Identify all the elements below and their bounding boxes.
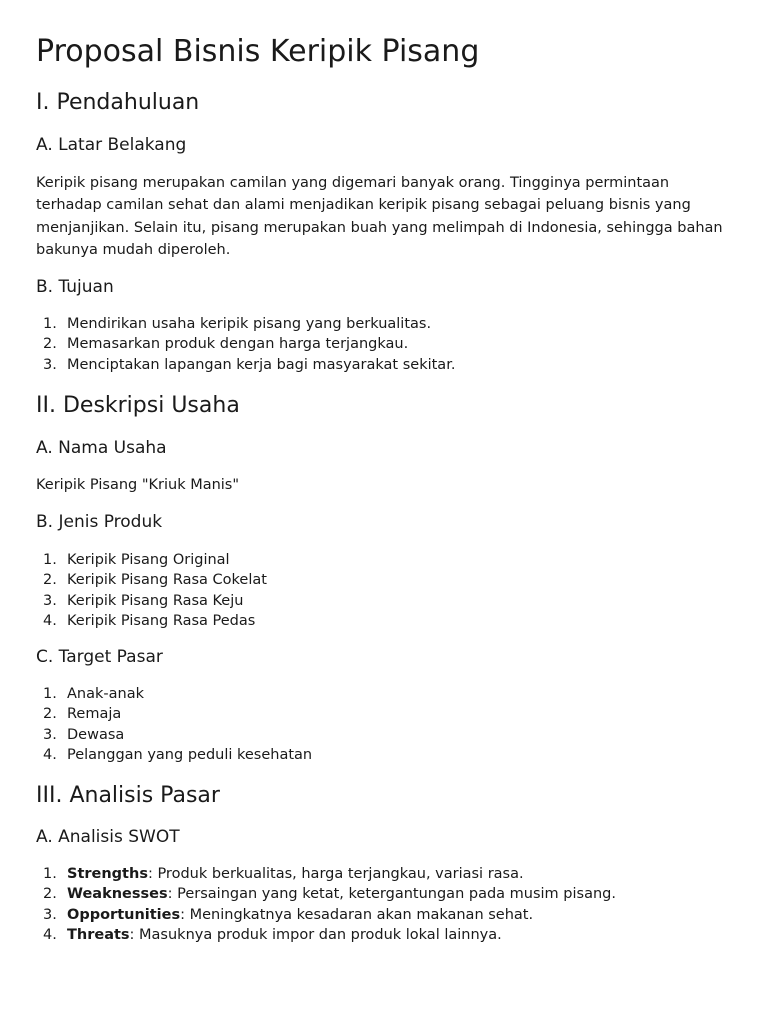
list-item-text: Mendirikan usaha keripik pisang yang berkualitas. xyxy=(67,316,432,332)
section-heading-pendahuluan: I. Pendahuluan xyxy=(36,90,200,115)
list-item-text: Memasarkan produk dengan harga terjangkau. xyxy=(67,336,409,353)
swot-term: Weaknesses xyxy=(67,886,168,903)
list-item-text: Pelanggan yang peduli kesehatan xyxy=(67,746,313,763)
list-item-text: Remaja xyxy=(67,706,122,723)
subheading-tujuan: B. Tujuan xyxy=(36,277,114,297)
list-item-text xyxy=(67,905,533,925)
section-heading-deskripsi-usaha: II. Deskripsi Usaha xyxy=(36,393,240,418)
swot-description: : Produk berkualitas, harga terjangkau, variasi rasa. xyxy=(147,866,524,882)
swot-term: Strengths xyxy=(67,866,148,882)
list-item-text xyxy=(67,864,524,884)
document-title: Proposal Bisnis Keripik Pisang xyxy=(36,34,480,69)
section-heading-analisis-pasar: III. Analisis Pasar xyxy=(36,783,220,808)
subheading-latar-belakang: A. Latar Belakang xyxy=(36,135,187,155)
paragraph-latar-belakang: Keripik pisang merupakan camilan yang digemari banyak orang. Tingginya permintaan terhadap camilan sehat dan alami menjadikan keripik pisang sebagai peluang bisnis yang menjanjikan. Selain itu, pisang merupakan buah yang melimpah di Indonesia, sehingga bahan bakunya mudah diperoleh. xyxy=(36,175,723,258)
swot-description: : Meningkatnya kesadaran akan makanan sehat. xyxy=(180,906,534,923)
list-item-text: Keripik Pisang Original xyxy=(67,552,230,568)
list-item-text: Anak-anak xyxy=(67,686,144,702)
list-item-text: Menciptakan lapangan kerja bagi masyarakat sekitar. xyxy=(67,356,456,373)
subheading-nama-usaha: A. Nama Usaha xyxy=(36,438,167,458)
swot-term: Opportunities xyxy=(67,906,181,923)
text-nama-usaha: Keripik Pisang "Kriuk Manis" xyxy=(36,477,240,493)
list-item-text xyxy=(67,925,502,945)
list-item-text: Keripik Pisang Rasa Cokelat xyxy=(67,572,267,589)
swot-description: : Masuknya produk impor dan produk lokal lainnya. xyxy=(129,926,502,943)
swot-description: : Persaingan yang ketat, ketergantungan pada musim pisang. xyxy=(167,886,616,903)
list-item-text: Keripik Pisang Rasa Pedas xyxy=(67,612,256,629)
list-item-text xyxy=(67,884,616,904)
swot-term: Threats xyxy=(67,926,130,943)
subheading-analisis-swot: A. Analisis SWOT xyxy=(36,827,180,847)
list-item-text: Keripik Pisang Rasa Keju xyxy=(67,592,244,609)
list-item-text: Dewasa xyxy=(67,726,125,743)
subheading-jenis-produk: B. Jenis Produk xyxy=(36,512,163,532)
subheading-target-pasar: C. Target Pasar xyxy=(36,647,163,667)
